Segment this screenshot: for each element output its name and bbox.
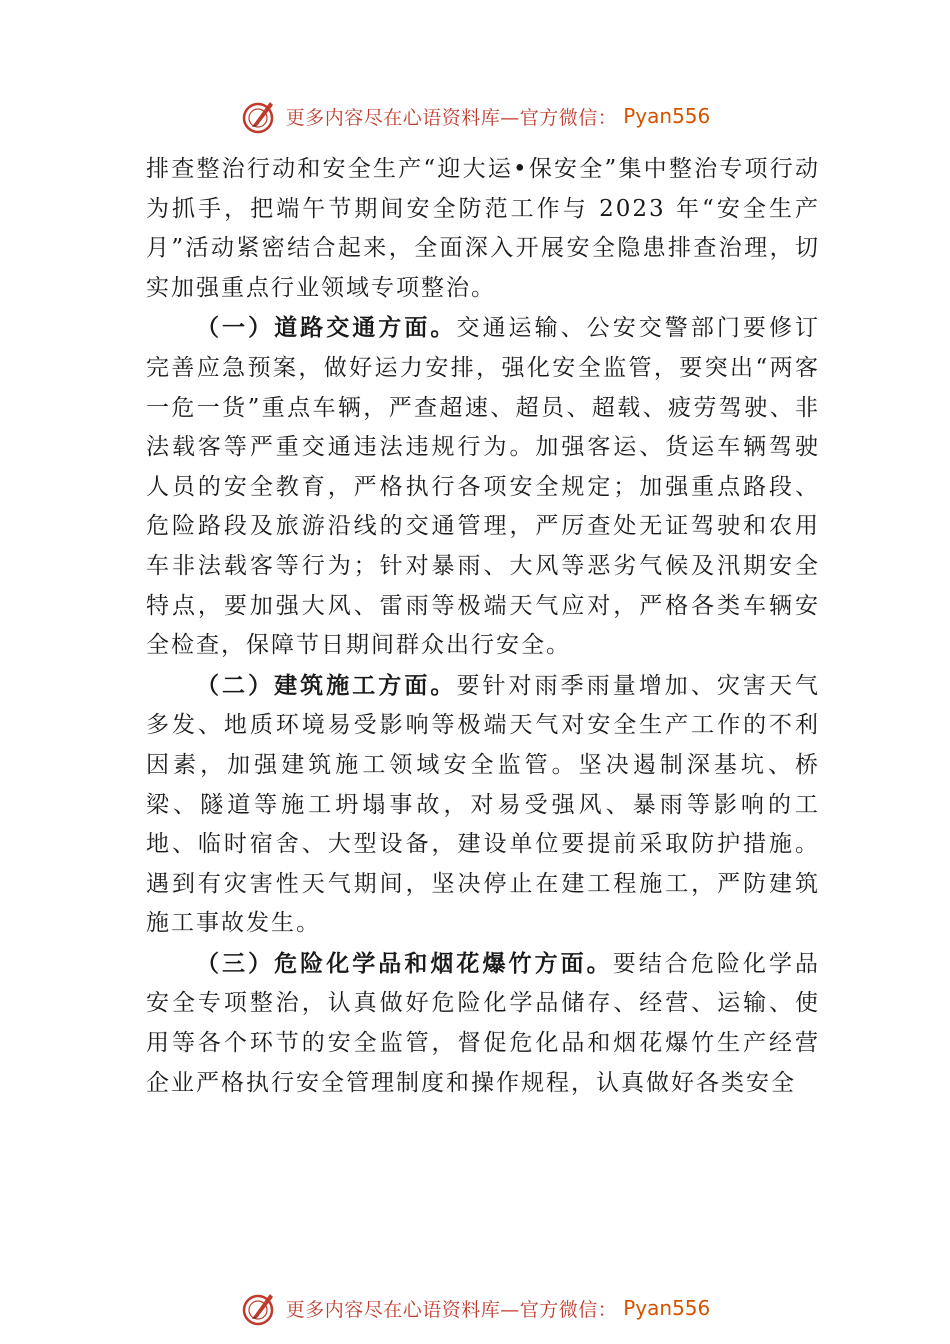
paragraph-body: 要针对雨季雨量增加、灾害天气多发、地质环境易受影响等极端天气对安全生产工作的不利因素，加强建筑施工领域安全监管。坚决遏制深基坑、桥梁、隧道等施工坍塌事故，对易受强风、暴雨等影响的工地、临时宿舍、大型设备，建设单位要提前采取防护措施。遇到有灾害性天气期间，坚决停止在建工程施工，严防建筑施工事故发生。: [146, 672, 821, 937]
watermark-text: 更多内容尽在心语资料库—官方微信：: [285, 106, 618, 129]
paragraph-body: 要结合危险化学品安全专项整治，认真做好危险化学品储存、经营、运输、使用等各个环节的安全监管，督促危化品和烟花爆竹生产经营企业严格执行安全管理制度和操作规程，认真做好各类安全: [146, 950, 821, 1096]
paragraph-body: 交通运输、公安交警部门要修订完善应急预案，做好运力安排，强化安全监管，要突出“两客一危一货”重点车辆，严查超速、超员、超载、疲劳驾驶、非法载客等严重交通违法违规行为。加强客运、货运车辆驾驶人员的安全教育，严格执行各项安全规定；加强重点路段、危险路段及旅游沿线的交通管理，严厉查处无证驾驶和农用车非法载客等行为；针对暴雨、大风等恶劣气候及汛期安全特点，要加强大风、雷雨等极端天气应对，严格各类车辆安全检查，保障节日期间群众出行安全。: [146, 315, 821, 659]
paragraph-road-traffic: [146, 308, 820, 665]
paragraph-body: 排查整治行动和安全生产“迎大运•保安全”集中整治专项行动为抓手，把端午节期间安全防范工作与 2023 年“安全生产月”活动紧密结合起来，全面深入开展安全隐患排查治理，切实加强重点行业领域专项整治。: [146, 156, 820, 301]
paragraph-hazardous-chemicals: [146, 944, 820, 1103]
section-heading: （三）危险化学品和烟花爆竹方面。: [196, 949, 613, 977]
quill-seal-logo-icon: [240, 96, 280, 136]
footer-watermark: [0, 1286, 950, 1330]
section-heading: （一）道路交通方面。: [196, 314, 457, 342]
watermark-text: 更多内容尽在心语资料库—官方微信：: [285, 1298, 618, 1321]
document-body: [146, 150, 820, 1103]
watermark-handle: Pyan556: [623, 1296, 711, 1320]
paragraph-construction: [146, 666, 820, 944]
header-watermark: [0, 94, 950, 138]
watermark-handle: Pyan556: [623, 104, 711, 128]
section-heading: （二）建筑施工方面。: [196, 671, 457, 699]
quill-seal-logo-icon: [240, 1288, 280, 1328]
paragraph-intro: [146, 150, 820, 308]
